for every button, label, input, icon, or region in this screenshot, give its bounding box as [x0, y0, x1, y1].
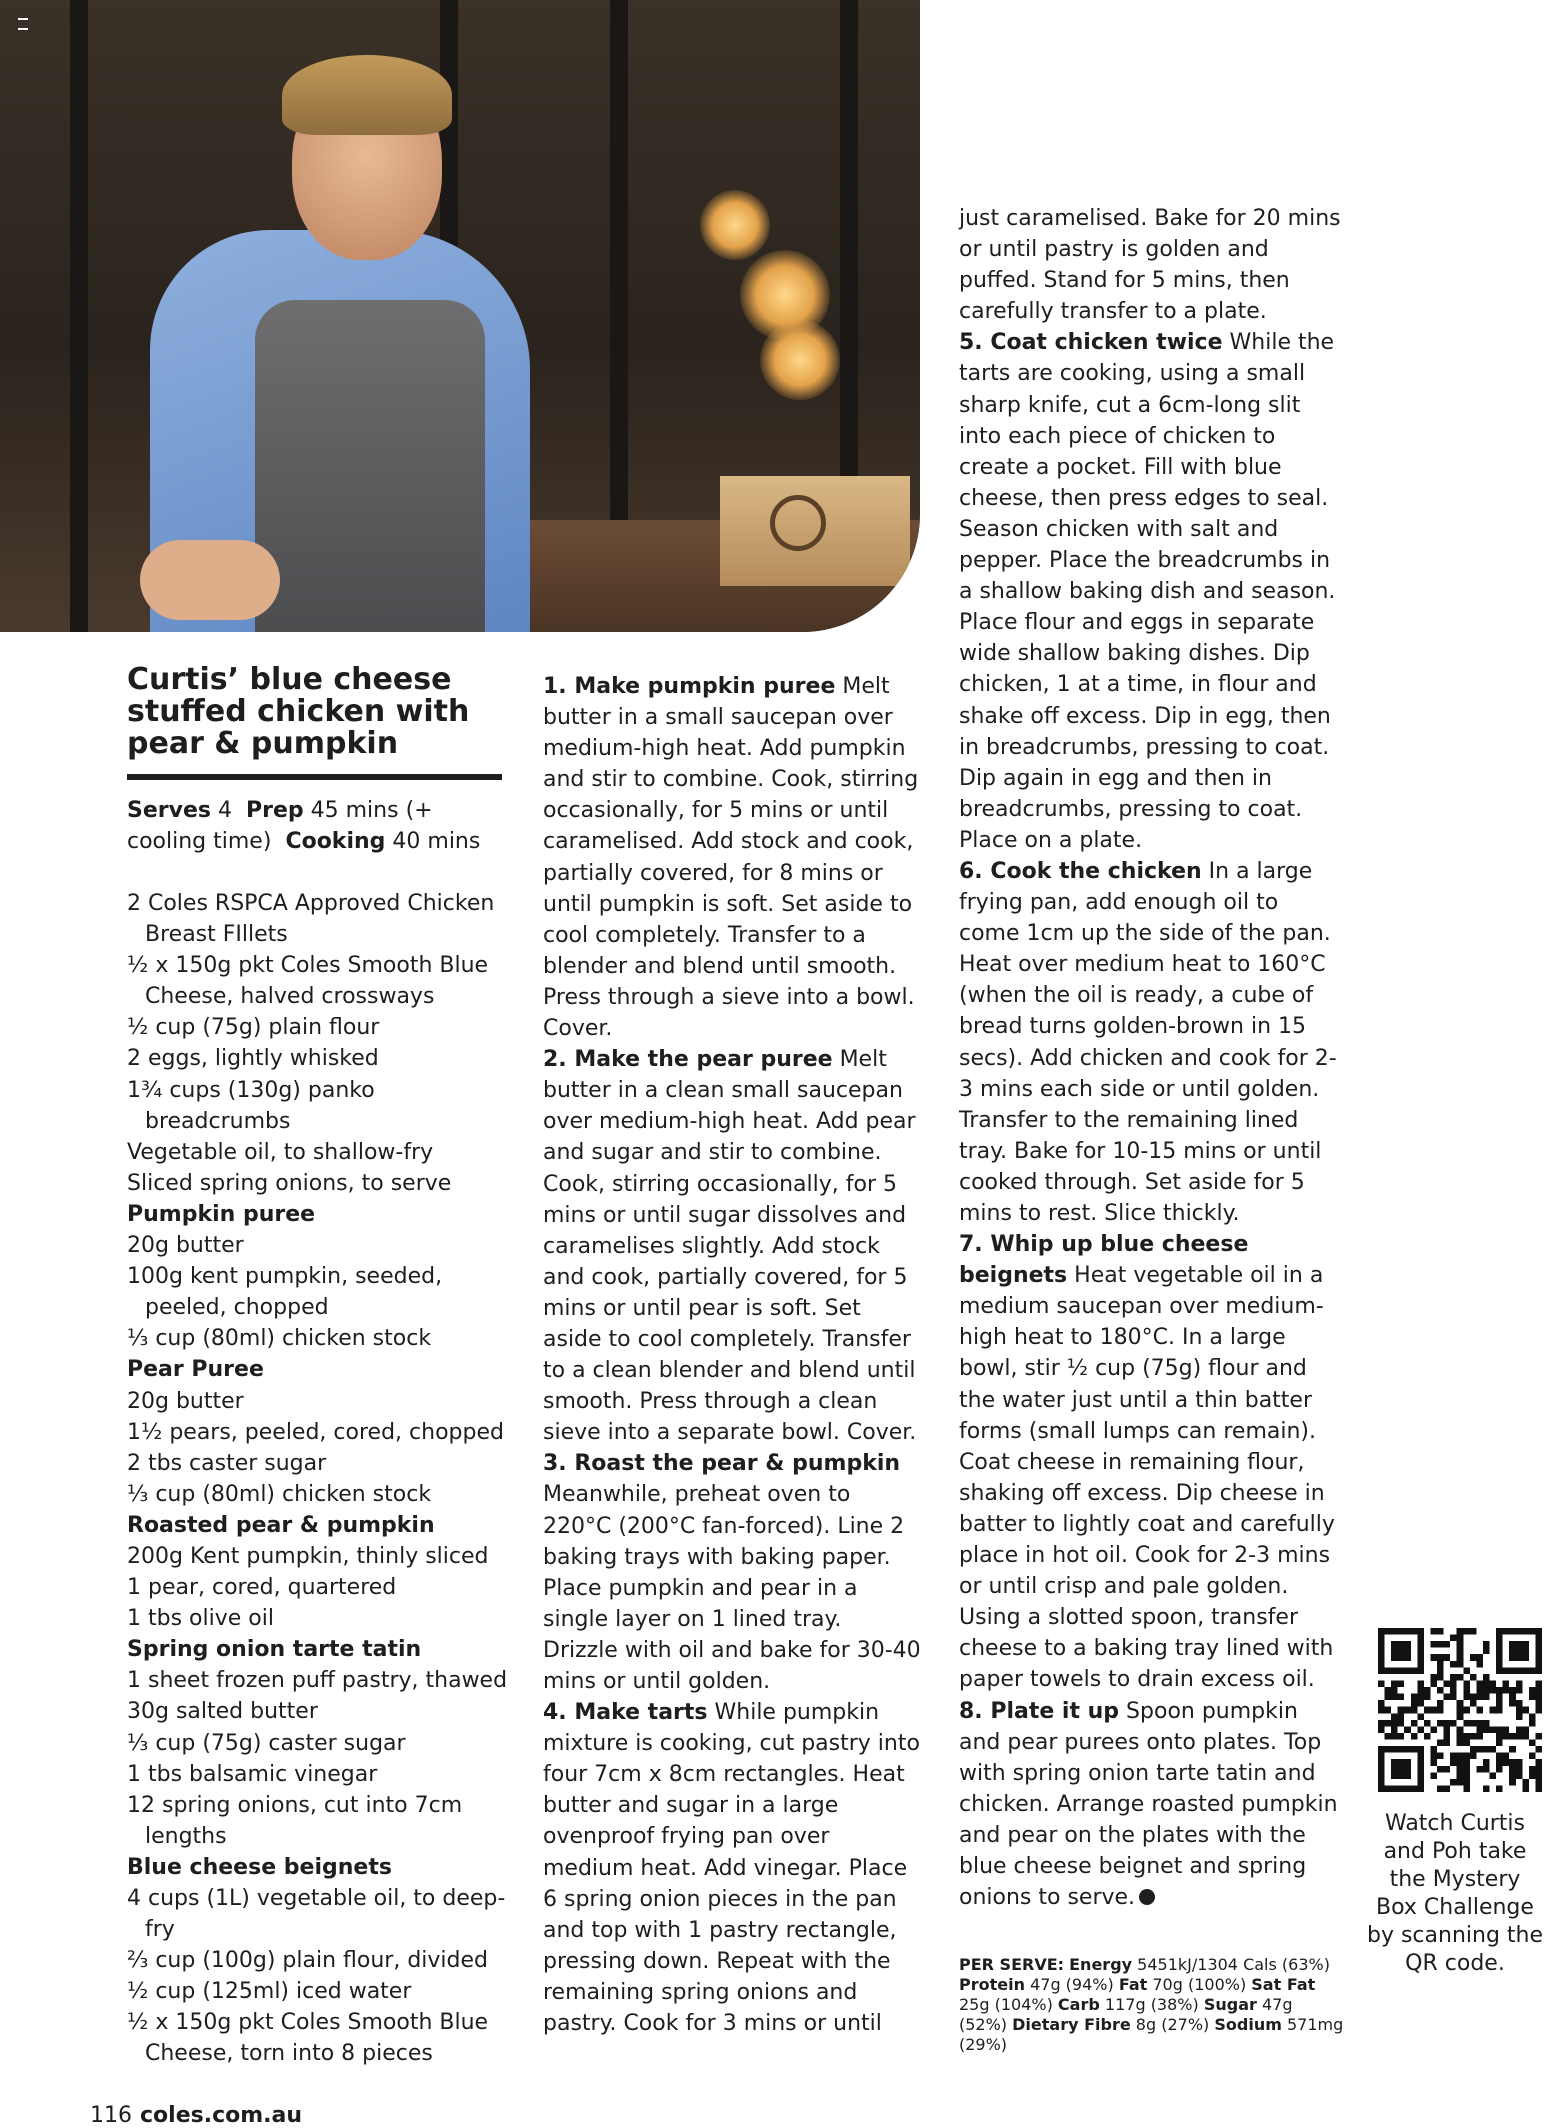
ingredient-section-heading: Blue cheese beignets	[127, 1854, 392, 1880]
recipe-title: Curtis’ blue cheese stuffed chicken with pear & pumpkin	[127, 662, 470, 761]
ingredient-item: 12 spring onions, cut into 7cm lengths	[127, 1792, 463, 1849]
title-divider	[127, 774, 502, 780]
method-step-text: While the tarts are cooking, using a small sharp knife, cut a 6cm-long slit into each piece of chicken to create a pocket. Fill with blue cheese, then press edges to seal. Season chicken with salt and pepper. Place the breadcrumbs in a shallow baking dish and season. Place flour and eggs in separate wide shallow baking dishes. Dip chicken, 1 at a time, in flour and shake off excess. Dip in egg, then in breadcrumbs, pressing to coat. Dip again in egg and then in breadcrumbs, pressing to coat. Place on a plate.	[959, 330, 1336, 853]
method-step-text: Spoon pumpkin and pear purees onto plates. Top with spring onion tarte tatin and chicken. Arrange roasted pumpkin and pear on the plates with the blue cheese beignet and spring onions to serve.	[959, 1698, 1338, 1911]
photo-light	[760, 320, 840, 400]
ingredient-item: 2 tbs caster sugar	[127, 1450, 327, 1476]
ingredient-item: 200g Kent pumpkin, thinly sliced	[127, 1543, 489, 1569]
ingredient-section-heading: Pear Puree	[127, 1357, 264, 1383]
method-step	[959, 203, 1344, 327]
box-logo-icon	[770, 495, 826, 551]
method-step	[959, 1229, 1344, 1695]
ingredient-item: ⅔ cup (100g) plain flour, divided	[127, 1948, 489, 1974]
method-step	[543, 1697, 923, 2039]
ingredient-item: ⅓ cup (75g) caster sugar	[127, 1730, 406, 1756]
ingredients-list	[127, 888, 512, 2070]
ingredient-item: 4 cups (1L) vegetable oil, to deep-fry	[127, 1886, 506, 1943]
ingredient-item: 1 sheet frozen puff pastry, thawed	[127, 1668, 508, 1694]
ingredient-item: 2 eggs, lightly whisked	[127, 1046, 379, 1072]
ingredient-section-heading: Roasted pear & pumpkin	[127, 1512, 435, 1538]
method-step-text: Heat vegetable oil in a medium saucepan over medium-high heat to 180°C. In a large bowl, stir ½ cup (75g) flour and the water just until a thin batter forms (small lumps can remain). Coat cheese in remaining flour, shaking off excess. Dip cheese in batter to lightly coat and carefully place in hot oil. Cook for 2-3 mins or until crisp and pale golden. Using a slotted spoon, transfer cheese to a baking tray lined with paper towels to drain excess oil.	[959, 1263, 1335, 1693]
nutrient-value: 47g (52%)	[959, 1995, 1293, 2034]
ingredient-item: 100g kent pumpkin, seeded, peeled, chopped	[127, 1264, 443, 1321]
nutrition-label: PER SERVE:	[959, 1955, 1065, 1974]
nutrient-name: Carb	[1057, 1995, 1100, 2014]
serves-value: 4	[217, 798, 232, 823]
nutrient-value: 571mg (29%)	[959, 2015, 1344, 2054]
method-step-text: just caramelised. Bake for 20 mins or until pastry is golden and puffed. Stand for 5 mins, then carefully transfer to a plate.	[959, 206, 1341, 325]
method-column-2	[543, 671, 923, 2039]
page-footer	[90, 2104, 302, 2128]
nutrient-value: 5451kJ/1304 Cals (63%)	[1137, 1955, 1330, 1974]
method-step	[543, 1448, 923, 1697]
method-step-text: While pumpkin mixture is cooking, cut pastry into four 7cm x 8cm rectangles. Heat butter and sugar in a large ovenproof frying pan over medium heat. Add vinegar. Place 6 spring onion pieces in the pan and top with 1 pastry rectangle, pressing down. Repeat with the remaining spring onions and pastry. Cook for 3 mins or until	[543, 1700, 920, 2037]
ingredient-item: ⅓ cup (80ml) chicken stock	[127, 1481, 432, 1507]
nutrient-value: 117g (38%)	[1104, 1995, 1199, 2014]
cooking-value: 40 mins	[392, 829, 481, 854]
method-step-text: Meanwhile, preheat oven to 220°C (200°C fan-forced). Line 2 baking trays with baking paper. Place pumpkin and pear in a single layer on 1 lined tray. Drizzle with oil and bake for 30-40 mins or until golden.	[543, 1482, 921, 1694]
method-step-text: In a large frying pan, add enough oil to come 1cm up the side of the pan. Heat over medium heat to 160°C (when the oil is ready, a cube of bread turns golden-brown in 15 secs). Add chicken and cook for 2-3 mins each side or until golden. Transfer to the remaining lined tray. Bake for 10-15 mins or until cooked through. Set aside for 5 mins to rest. Slice thickly.	[959, 858, 1337, 1226]
page-number: 116	[90, 2103, 132, 2128]
method-step	[959, 327, 1344, 856]
qr-code-icon[interactable]	[1378, 1628, 1542, 1792]
nutrient-name: Fat	[1118, 1975, 1148, 1994]
nutrient-name: Dietary Fibre	[1012, 2015, 1131, 2034]
method-step	[959, 856, 1344, 1229]
nutrition-info	[959, 1955, 1344, 2055]
qr-caption: Watch Curtis and Poh take the Mystery Box Challenge by scanning the QR code.	[1366, 1811, 1544, 1976]
ingredient-item: 30g salted butter	[127, 1699, 318, 1725]
nutrient-value: 25g (104%)	[959, 1995, 1053, 2014]
ingredient-item: 1 pear, cored, quartered	[127, 1575, 397, 1601]
method-step-text: Melt butter in a small saucepan over medium-high heat. Add pumpkin and stir to combine. Cook, stirring occasionally, for 5 mins or until caramelised. Add stock and cook, partially covered, for 8 mins or until pumpkin is soft. Set aside to cool completely. Transfer to a blender and blend until smooth. Press through a sieve into a bowl. Cover.	[543, 674, 919, 1042]
ingredient-section-heading: Pumpkin puree	[127, 1201, 316, 1227]
ingredient-item: Vegetable oil, to shallow-fry	[127, 1139, 434, 1165]
ingredient-item: 1 tbs olive oil	[127, 1606, 274, 1632]
prep-value: 45 mins (+ cooling time)	[127, 798, 433, 854]
end-mark-icon	[1139, 1889, 1155, 1905]
nutrient-name: Sat Fat	[1251, 1975, 1316, 1994]
nutrient-value: 70g (100%)	[1152, 1975, 1247, 1994]
ingredient-section-heading: Spring onion tarte tatin	[127, 1637, 422, 1663]
ingredient-item: 1¾ cups (130g) panko breadcrumbs	[127, 1077, 375, 1134]
method-step	[543, 671, 923, 1044]
ingredient-item: ⅓ cup (80ml) chicken stock	[127, 1326, 432, 1352]
ingredient-item: Sliced spring onions, to serve	[127, 1170, 452, 1196]
method-column-3	[959, 203, 1344, 1913]
nutrient-name: Protein	[959, 1975, 1025, 1994]
method-step-title: 3. Roast the pear & pumpkin	[543, 1451, 901, 1477]
method-step-title: 4. Make tarts	[543, 1700, 708, 1726]
method-step-title: 6. Cook the chicken	[959, 858, 1202, 884]
hero-photo	[0, 0, 920, 632]
nutrient-name: Sodium	[1214, 2015, 1282, 2034]
serves-label: Serves	[127, 798, 211, 823]
method-step-text: Melt butter in a clean small saucepan over medium-high heat. Add pear and sugar and stir to combine. Cook, stirring occasionally, for 5 mins or until sugar dissolves and caramelises slightly. Add stock and cook, partially covered, for 5 mins or until pear is soft. Set aside to cool completely. Transfer to a clean blender and blend until smooth. Press through a clean sieve into a separate bowl. Cover.	[543, 1047, 917, 1446]
nutrient-value: 8g (27%)	[1135, 2015, 1210, 2034]
ingredient-item: 1 tbs balsamic vinegar	[127, 1761, 378, 1787]
nutrient-name: Sugar	[1203, 1995, 1257, 2014]
ingredient-item: ½ x 150g pkt Coles Smooth Blue Cheese, halved crossways	[127, 953, 489, 1010]
prep-label: Prep	[245, 798, 304, 823]
ingredient-item: 20g butter	[127, 1233, 244, 1259]
photo-hands	[140, 540, 280, 620]
footer-site-link[interactable]: coles.com.au	[140, 2103, 303, 2128]
ingredient-item: ½ x 150g pkt Coles Smooth Blue Cheese, torn into 8 pieces	[127, 2010, 489, 2067]
photo-hair	[282, 55, 452, 135]
photo-light	[700, 190, 770, 260]
ingredient-item: 2 Coles RSPCA Approved Chicken Breast FIllets	[127, 891, 495, 948]
recipe-meta	[127, 795, 512, 857]
photo-beam	[70, 0, 88, 632]
method-step-title: 8. Plate it up	[959, 1698, 1120, 1724]
nutrient-value: 47g (94%)	[1030, 1975, 1114, 1994]
nutrient-name: Energy	[1069, 1955, 1133, 1974]
method-step	[959, 1696, 1344, 1914]
ingredient-item: 20g butter	[127, 1388, 244, 1414]
ingredient-item: 1½ pears, peeled, cored, chopped	[127, 1419, 504, 1445]
method-step-title: 7. Whip up blue cheese beignets	[959, 1232, 1249, 1289]
ingredient-item: ½ cup (75g) plain flour	[127, 1015, 380, 1041]
method-step-title: 2. Make the pear puree	[543, 1047, 833, 1073]
method-step-title: 1. Make pumpkin puree	[543, 674, 836, 699]
method-step-title: 5. Coat chicken twice	[959, 330, 1223, 356]
cooking-label: Cooking	[285, 829, 386, 854]
photo-apron	[255, 300, 485, 632]
menu-icon	[18, 18, 28, 30]
method-step	[543, 1044, 923, 1448]
ingredient-item: ½ cup (125ml) iced water	[127, 1979, 412, 2005]
